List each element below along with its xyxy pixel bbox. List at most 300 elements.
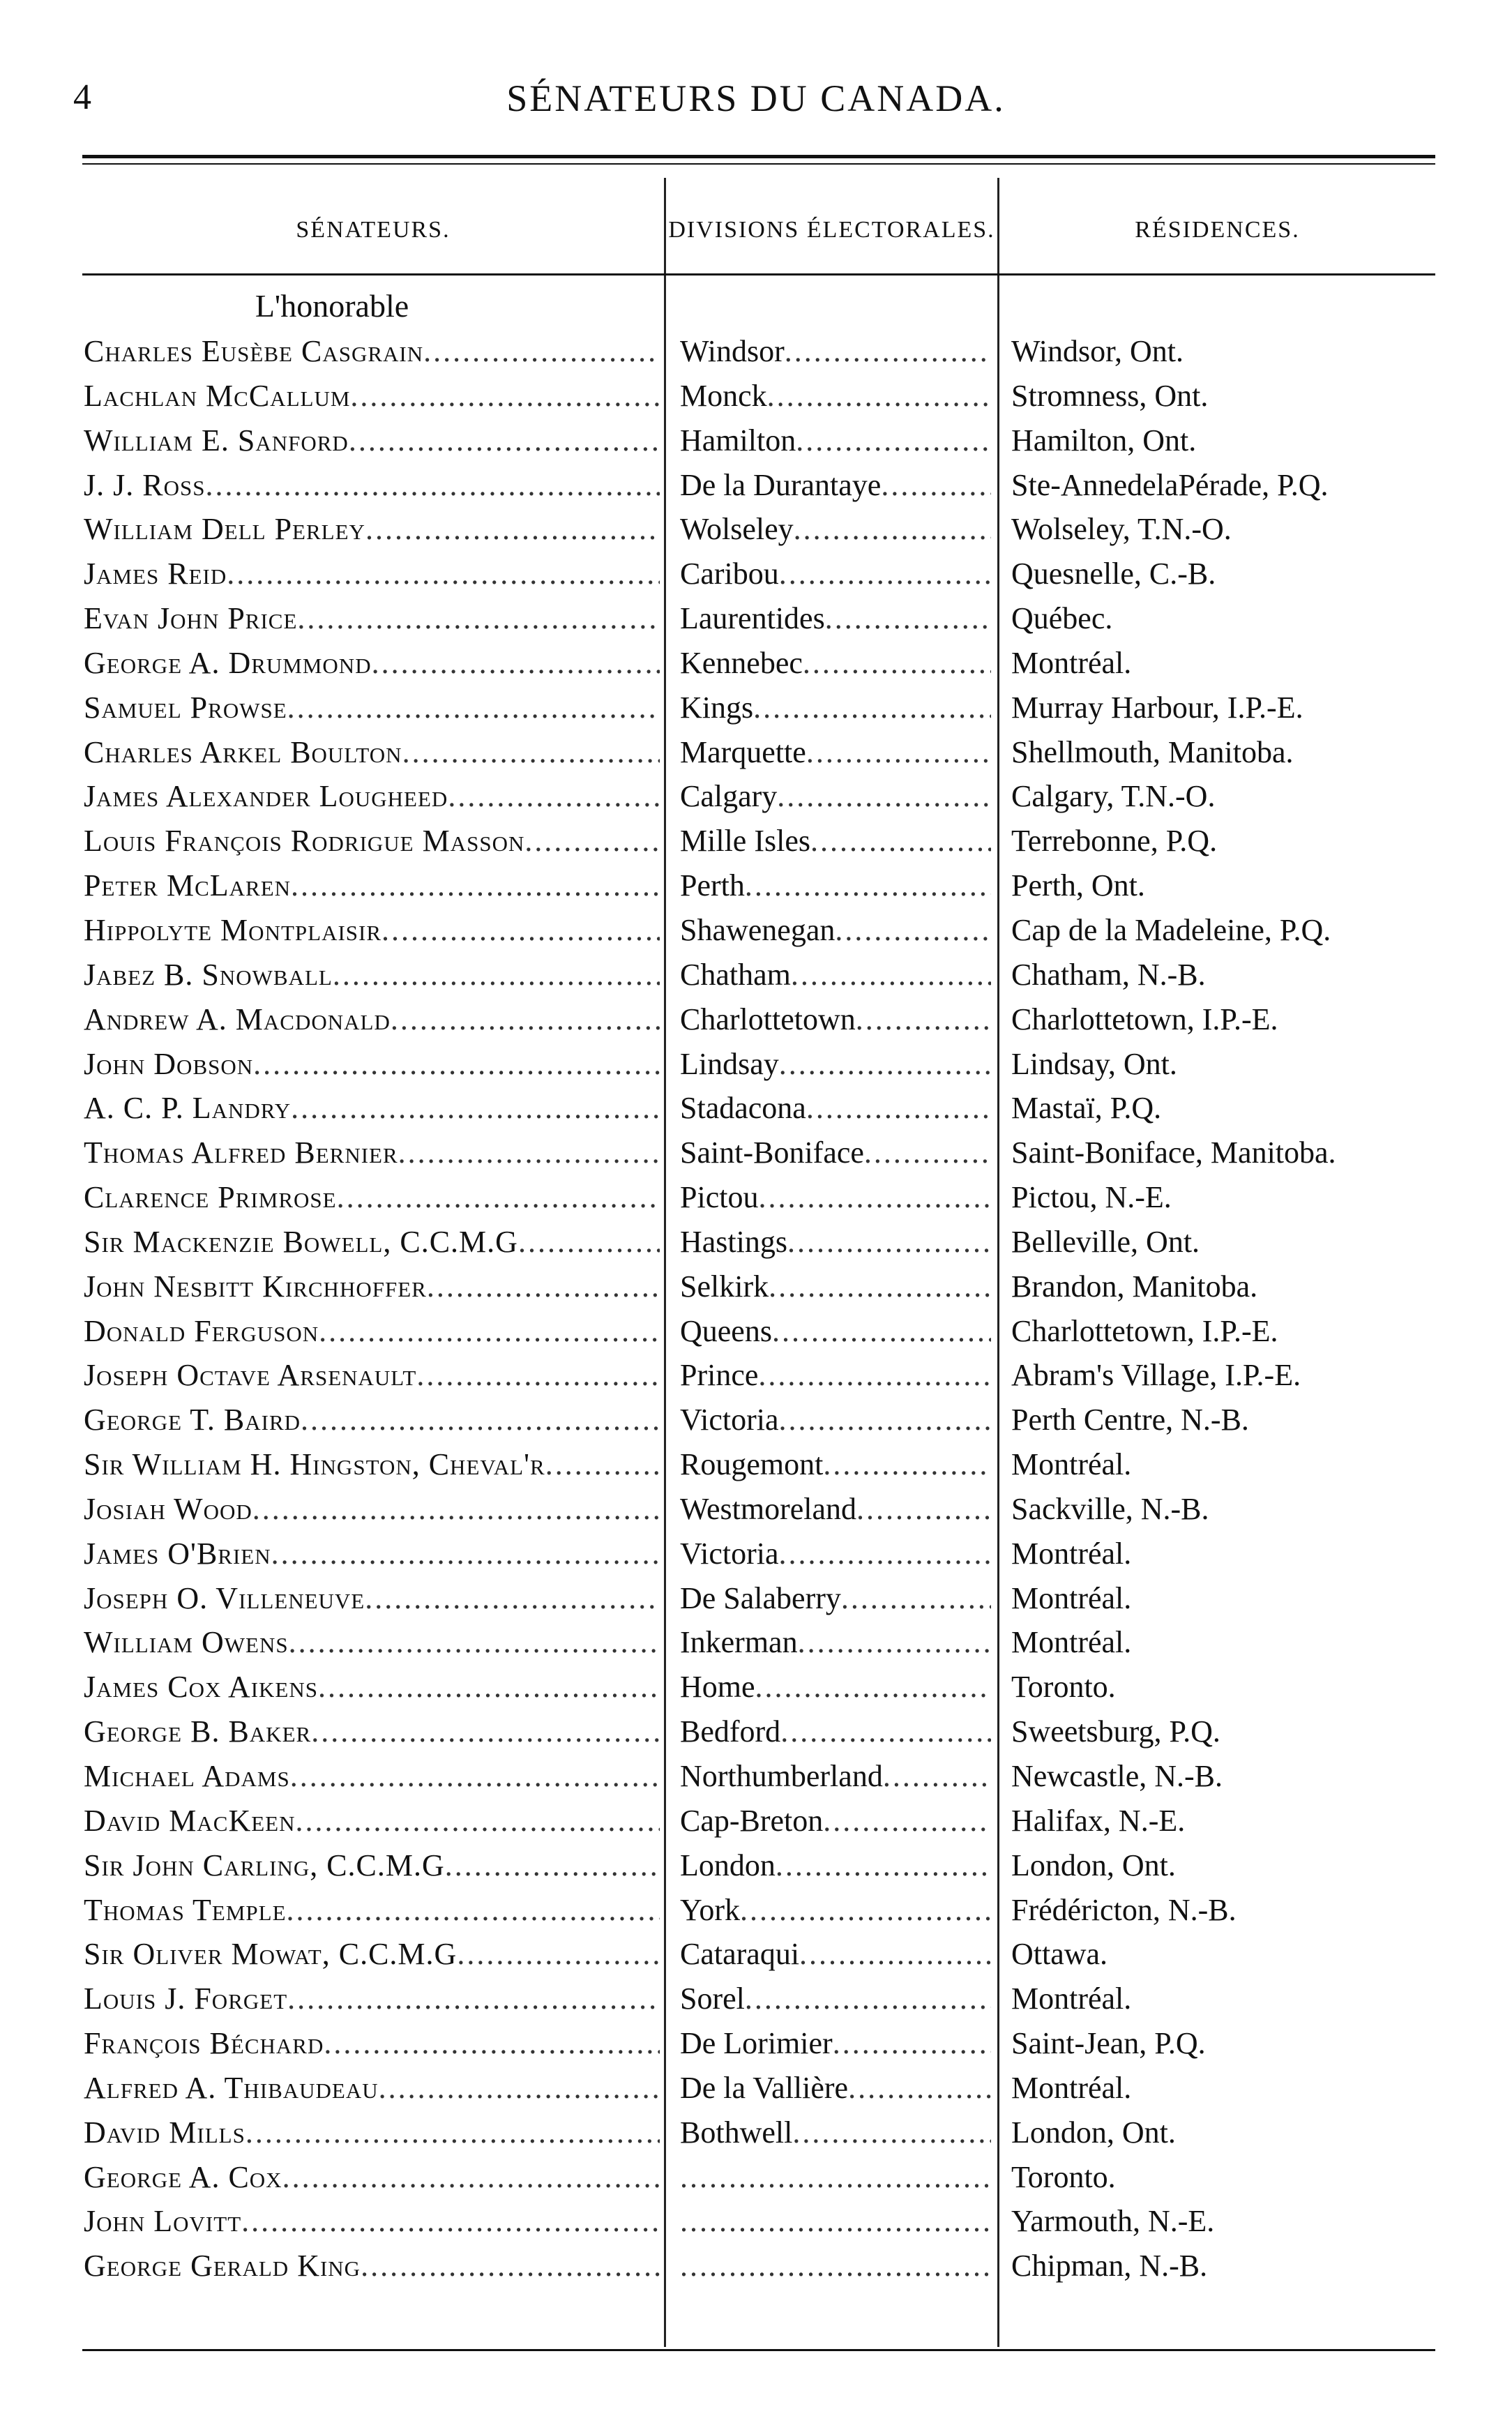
dot-leader	[772, 1309, 991, 1354]
residence-cell	[1011, 2244, 1437, 2288]
senator-name: Joseph Octave Arsenault	[84, 1358, 417, 1393]
page-header	[0, 77, 1512, 133]
dot-leader	[402, 730, 660, 775]
residence: Québec.	[1011, 601, 1113, 636]
dot-leader	[753, 686, 991, 730]
electoral-division-cell	[680, 1576, 991, 1621]
electoral-division: Pictou	[680, 1180, 759, 1215]
dot-leader	[205, 463, 660, 508]
senator-name-cell	[84, 1042, 660, 1087]
dot-leader	[848, 2066, 991, 2111]
column-header-senators: SÉNATEURS.	[296, 217, 451, 243]
dot-leader	[349, 418, 660, 463]
electoral-division-cell	[680, 641, 991, 686]
table-row	[0, 1264, 1512, 1309]
senator-name-cell	[84, 997, 660, 1042]
residence: Charlottetown, I.P.-E.	[1011, 1002, 1278, 1036]
senator-name: George A. Cox	[84, 2159, 282, 2194]
table-row	[0, 1131, 1512, 1175]
electoral-division-cell	[680, 1309, 991, 1354]
senator-name-cell	[84, 418, 660, 463]
residence: Pictou, N.-E.	[1011, 1180, 1172, 1215]
dot-leader	[545, 1442, 660, 1487]
senator-name: Joseph O. Villeneuve	[84, 1580, 365, 1615]
electoral-division-cell	[680, 418, 991, 463]
residence: Lindsay, Ont.	[1011, 1046, 1177, 1081]
dot-leader	[524, 819, 660, 863]
senator-name: David Mills	[84, 2115, 245, 2150]
electoral-division-cell	[680, 1709, 991, 1754]
residence-cell	[1011, 1620, 1437, 1665]
dot-leader	[780, 1709, 991, 1754]
electoral-division: Northumberland	[680, 1759, 883, 1793]
table-row	[0, 730, 1512, 775]
dot-leader	[290, 1754, 660, 1799]
residence-cell	[1011, 1309, 1437, 1354]
dot-leader	[881, 463, 991, 508]
table-row	[0, 1709, 1512, 1754]
electoral-division-cell	[680, 2111, 991, 2155]
residence-cell	[1011, 2021, 1437, 2066]
residence-cell	[1011, 1353, 1437, 1398]
table-row	[0, 686, 1512, 730]
table-row	[0, 374, 1512, 418]
senator-name-cell	[84, 1709, 660, 1754]
dot-leader	[835, 908, 991, 953]
dot-leader	[227, 552, 660, 596]
electoral-division: De la Vallière	[680, 2070, 849, 2105]
table-row	[0, 507, 1512, 552]
electoral-division: De la Durantaye	[680, 467, 882, 502]
dot-leader	[776, 1843, 991, 1888]
senator-name: Thomas Temple	[84, 1892, 287, 1927]
electoral-division-cell	[680, 2199, 991, 2244]
dot-leader	[381, 908, 660, 953]
residence-cell	[1011, 1398, 1437, 1442]
residence-cell	[1011, 1086, 1437, 1131]
senator-name: Sir William H. Hingston, Cheval'r	[84, 1447, 545, 1482]
dot-leader	[296, 1799, 660, 1843]
residence: Ottawa.	[1011, 1937, 1108, 1972]
electoral-division: Inkerman	[680, 1625, 798, 1660]
residence-cell	[1011, 1264, 1437, 1309]
residence: Terrebonne, P.Q.	[1011, 824, 1218, 859]
dot-leader	[291, 863, 660, 908]
table-row	[0, 1977, 1512, 2021]
table-row	[0, 1309, 1512, 1354]
electoral-division: Laurentides	[680, 601, 825, 636]
table-row	[0, 863, 1512, 908]
table-row	[0, 1665, 1512, 1709]
table-row	[0, 641, 1512, 686]
dot-leader	[680, 2155, 991, 2200]
residence: Saint-Boniface, Manitoba.	[1011, 1135, 1336, 1170]
residence-cell	[1011, 1754, 1437, 1799]
senator-name-cell	[84, 2021, 660, 2066]
page-number: 4	[73, 77, 91, 117]
dot-leader	[287, 1977, 660, 2021]
dot-leader	[311, 1709, 660, 1754]
residence-cell	[1011, 2066, 1437, 2111]
residence-cell	[1011, 1576, 1437, 1621]
residence: Montréal.	[1011, 2070, 1132, 2105]
residence-cell	[1011, 1532, 1437, 1576]
electoral-division: Cataraqui	[680, 1937, 800, 1972]
residence-cell	[1011, 774, 1437, 819]
residence: Yarmouth, N.-E.	[1011, 2204, 1215, 2239]
residence-cell	[1011, 686, 1437, 730]
dot-leader	[792, 2111, 991, 2155]
electoral-division: Marquette	[680, 734, 806, 769]
residence-cell	[1011, 1932, 1437, 1977]
electoral-division-cell	[680, 1398, 991, 1442]
senator-name: James Reid	[84, 557, 227, 591]
dot-leader	[445, 1843, 660, 1888]
dot-leader	[319, 1309, 660, 1354]
dot-leader	[758, 1353, 991, 1398]
residence-cell	[1011, 730, 1437, 775]
residence-cell	[1011, 1487, 1437, 1532]
senator-name: Peter McLaren	[84, 868, 292, 903]
residence: Perth, Ont.	[1011, 868, 1145, 903]
dot-leader	[825, 596, 991, 641]
dot-leader	[301, 1398, 660, 1442]
electoral-division: Victoria	[680, 1403, 779, 1437]
senator-name: George T. Baird	[84, 1403, 301, 1437]
dot-leader	[361, 2244, 660, 2288]
residence: Quesnelle, C.-B.	[1011, 557, 1216, 591]
senator-name-cell	[84, 774, 660, 819]
dot-leader	[745, 1977, 991, 2021]
senator-name: William Dell Perley	[84, 512, 365, 547]
dot-leader	[810, 819, 991, 863]
senator-name: Sir Oliver Mowat, C.C.M.G	[84, 1937, 458, 1972]
electoral-division: Selkirk	[680, 1269, 769, 1304]
table-row	[0, 2066, 1512, 2111]
electoral-division: Sorel	[680, 1981, 745, 2016]
dot-leader	[823, 1799, 991, 1843]
dot-leader	[779, 1042, 991, 1087]
residence-cell	[1011, 1977, 1437, 2021]
senator-name: A. C. P. Landry	[84, 1091, 292, 1126]
residence: Toronto.	[1011, 1670, 1116, 1705]
column-header-residences: RÉSIDENCES.	[1135, 217, 1300, 243]
residence: Calgary, T.N.-O.	[1011, 779, 1216, 814]
column-header-divisions: DIVISIONS ÉLECTORALES.	[668, 217, 995, 243]
senator-name-cell	[84, 1620, 660, 1665]
table-row	[0, 953, 1512, 997]
residence-cell	[1011, 329, 1437, 374]
dot-leader	[680, 2199, 991, 2244]
table-row	[0, 819, 1512, 863]
electoral-division-cell	[680, 2021, 991, 2066]
electoral-division-cell	[680, 507, 991, 552]
electoral-division-cell	[680, 953, 991, 997]
table-row	[0, 418, 1512, 463]
electoral-division-cell	[680, 686, 991, 730]
senator-name-cell	[84, 1754, 660, 1799]
honorific-label: L'honorable	[255, 288, 409, 324]
table-row	[0, 2111, 1512, 2155]
senator-name: Josiah Wood	[84, 1491, 252, 1526]
residence: Ste-AnnedelaPérade, P.Q.	[1011, 467, 1329, 502]
residence-cell	[1011, 1220, 1437, 1264]
electoral-division: Chatham	[680, 957, 791, 992]
table-row	[0, 1576, 1512, 1621]
senator-name-cell	[84, 507, 660, 552]
dot-leader	[416, 1353, 660, 1398]
electoral-division-cell	[680, 329, 991, 374]
senator-name: Louis J. Forget	[84, 1981, 288, 2016]
senator-name-cell	[84, 1309, 660, 1354]
electoral-division-cell	[680, 997, 991, 1042]
table-row	[0, 1220, 1512, 1264]
electoral-division: Hamilton	[680, 423, 796, 458]
senator-name-cell	[84, 463, 660, 508]
dot-leader	[798, 1620, 991, 1665]
residence: London, Ont.	[1011, 1848, 1176, 1882]
electoral-division-cell	[680, 1977, 991, 2021]
senator-name: John Lovitt	[84, 2204, 242, 2239]
bottom-rule	[82, 2349, 1435, 2351]
electoral-division-cell	[680, 552, 991, 596]
senator-name-cell	[84, 1532, 660, 1576]
senator-name-cell	[84, 1175, 660, 1220]
electoral-division: Hastings	[680, 1224, 787, 1259]
electoral-division: Cap-Breton	[680, 1803, 824, 1838]
table-row	[0, 2244, 1512, 2288]
dot-leader	[282, 2155, 660, 2200]
dot-leader	[291, 1086, 660, 1131]
senator-name: Clarence Primrose	[84, 1180, 337, 1215]
table-row	[0, 2155, 1512, 2200]
dot-leader	[448, 774, 660, 819]
dot-leader	[779, 552, 991, 596]
senator-name-cell	[84, 1977, 660, 2021]
senator-name: George B. Baker	[84, 1714, 312, 1749]
senator-name-cell	[84, 2199, 660, 2244]
dot-leader	[324, 2021, 660, 2066]
electoral-division-cell	[680, 1665, 991, 1709]
electoral-division-cell	[680, 774, 991, 819]
residence: Chipman, N.-B.	[1011, 2249, 1208, 2283]
residence: Hamilton, Ont.	[1011, 423, 1197, 458]
table-row	[0, 1353, 1512, 1398]
residence-cell	[1011, 819, 1437, 863]
table-row	[0, 908, 1512, 953]
residence: Cap de la Madeleine, P.Q.	[1011, 912, 1331, 947]
senator-name-cell	[84, 641, 660, 686]
residence: Sackville, N.-B.	[1011, 1491, 1209, 1526]
senator-name: Thomas Alfred Bernier	[84, 1135, 398, 1170]
senator-name: Donald Ferguson	[84, 1313, 319, 1348]
residence: London, Ont.	[1011, 2115, 1176, 2150]
residence: Charlottetown, I.P.-E.	[1011, 1313, 1278, 1348]
dot-leader	[680, 2244, 991, 2288]
dot-leader	[856, 997, 991, 1042]
senator-table	[0, 329, 1512, 2288]
senator-name-cell	[84, 1888, 660, 1933]
senator-name-cell	[84, 2155, 660, 2200]
residence-cell	[1011, 2199, 1437, 2244]
electoral-division-cell	[680, 2155, 991, 2200]
electoral-division-cell	[680, 1620, 991, 1665]
table-row	[0, 1754, 1512, 1799]
dot-leader	[740, 1888, 991, 1933]
table-row	[0, 1175, 1512, 1220]
electoral-division-cell	[680, 1264, 991, 1309]
senator-name: Samuel Prowse	[84, 690, 287, 725]
electoral-division-cell	[680, 1754, 991, 1799]
senator-name-cell	[84, 908, 660, 953]
electoral-division: Kennebec	[680, 645, 803, 680]
electoral-division: York	[680, 1892, 741, 1927]
table-row	[0, 596, 1512, 641]
dot-leader	[796, 418, 991, 463]
electoral-division: Windsor	[680, 334, 785, 368]
electoral-division: Mille Isles	[680, 824, 810, 859]
dot-leader	[318, 1665, 660, 1709]
senator-name-cell	[84, 1932, 660, 1977]
dot-leader	[767, 374, 991, 418]
dot-leader	[391, 997, 660, 1042]
senator-name: George Gerald King	[84, 2249, 361, 2283]
table-row	[0, 1532, 1512, 1576]
dot-leader	[787, 1220, 991, 1264]
dot-leader	[785, 329, 991, 374]
dot-leader	[779, 1532, 991, 1576]
electoral-division-cell	[680, 374, 991, 418]
residence: Halifax, N.-E.	[1011, 1803, 1186, 1838]
page-title: SÉNATEURS DU CANADA.	[506, 77, 1006, 119]
electoral-division-cell	[680, 863, 991, 908]
dot-leader	[398, 1131, 660, 1175]
senator-name: J. J. Ross	[84, 467, 206, 502]
electoral-division: Kings	[680, 690, 754, 725]
senator-name-cell	[84, 1220, 660, 1264]
electoral-division-cell	[680, 2066, 991, 2111]
table-row	[0, 997, 1512, 1042]
electoral-division-cell	[680, 908, 991, 953]
residence: Montréal.	[1011, 1536, 1132, 1571]
table-row	[0, 1042, 1512, 1087]
table-row	[0, 1442, 1512, 1487]
senator-name: James Alexander Lougheed	[84, 779, 448, 814]
residence-cell	[1011, 1709, 1437, 1754]
senator-name-cell	[84, 1086, 660, 1131]
table-row	[0, 2021, 1512, 2066]
residence-cell	[1011, 641, 1437, 686]
senator-name-cell	[84, 1442, 660, 1487]
table-row	[0, 1487, 1512, 1532]
residence-cell	[1011, 596, 1437, 641]
electoral-division: Monck	[680, 378, 767, 413]
dot-leader	[799, 1932, 991, 1977]
electoral-division-cell	[680, 1353, 991, 1398]
residence-cell	[1011, 463, 1437, 508]
residence: Saint-Jean, P.Q.	[1011, 2026, 1206, 2061]
senator-name-cell	[84, 1799, 660, 1843]
residence-cell	[1011, 908, 1437, 953]
dot-leader	[841, 1576, 991, 1621]
residence: Windsor, Ont.	[1011, 334, 1184, 368]
senator-name: Lachlan McCallum	[84, 378, 351, 413]
dot-leader	[823, 1442, 991, 1487]
senator-name: Sir Mackenzie Bowell, C.C.M.G	[84, 1224, 518, 1259]
dot-leader	[241, 2199, 660, 2244]
dot-leader	[457, 1932, 660, 1977]
table-row	[0, 2199, 1512, 2244]
dot-leader	[287, 686, 660, 730]
electoral-division-cell	[680, 730, 991, 775]
dot-leader	[245, 2111, 660, 2155]
electoral-division-cell	[680, 1487, 991, 1532]
electoral-division: Lindsay	[680, 1046, 779, 1081]
electoral-division: Queens	[680, 1313, 772, 1348]
residence-cell	[1011, 1175, 1437, 1220]
dot-leader	[297, 596, 660, 641]
senator-name: William E. Sanford	[84, 423, 349, 458]
dot-leader	[372, 641, 660, 686]
table-row	[0, 463, 1512, 508]
residence-cell	[1011, 418, 1437, 463]
dot-leader	[287, 1888, 660, 1933]
electoral-division: Prince	[680, 1358, 759, 1393]
senator-name-cell	[84, 730, 660, 775]
residence: Newcastle, N.-B.	[1011, 1759, 1223, 1793]
dot-leader	[423, 329, 660, 374]
senator-name: Alfred A. Thibaudeau	[84, 2070, 379, 2105]
electoral-division-cell	[680, 1086, 991, 1131]
dot-leader	[803, 641, 991, 686]
dot-leader	[806, 730, 991, 775]
senator-name-cell	[84, 2111, 660, 2155]
residence-cell	[1011, 863, 1437, 908]
dot-leader	[794, 507, 991, 552]
residence-cell	[1011, 2155, 1437, 2200]
residence-cell	[1011, 997, 1437, 1042]
residence-cell	[1011, 1843, 1437, 1888]
senator-name-cell	[84, 552, 660, 596]
dot-leader	[856, 1487, 991, 1532]
senator-name: David MacKeen	[84, 1803, 296, 1838]
residence-cell	[1011, 374, 1437, 418]
electoral-division-cell	[680, 463, 991, 508]
electoral-division: Wolseley	[680, 512, 794, 547]
electoral-division: Charlottetown	[680, 1002, 856, 1036]
senator-name-cell	[84, 1353, 660, 1398]
electoral-division: De Salaberry	[680, 1580, 841, 1615]
senator-name-cell	[84, 1843, 660, 1888]
table-row	[0, 1086, 1512, 1131]
residence-cell	[1011, 953, 1437, 997]
senator-name-cell	[84, 686, 660, 730]
electoral-division-cell	[680, 1888, 991, 1933]
residence: Montréal.	[1011, 1625, 1132, 1660]
residence-cell	[1011, 1042, 1437, 1087]
senator-name-cell	[84, 329, 660, 374]
dot-leader	[758, 1175, 991, 1220]
senator-name: Andrew A. Macdonald	[84, 1002, 391, 1036]
senator-name: Michael Adams	[84, 1759, 290, 1793]
column-header-rule	[82, 273, 1435, 275]
senator-name: Louis François Rodrigue Masson	[84, 824, 525, 859]
residence-cell	[1011, 552, 1437, 596]
senator-name-cell	[84, 596, 660, 641]
dot-leader	[253, 1042, 660, 1087]
residence: Mastaï, P.Q.	[1011, 1091, 1162, 1126]
residence-cell	[1011, 1665, 1437, 1709]
